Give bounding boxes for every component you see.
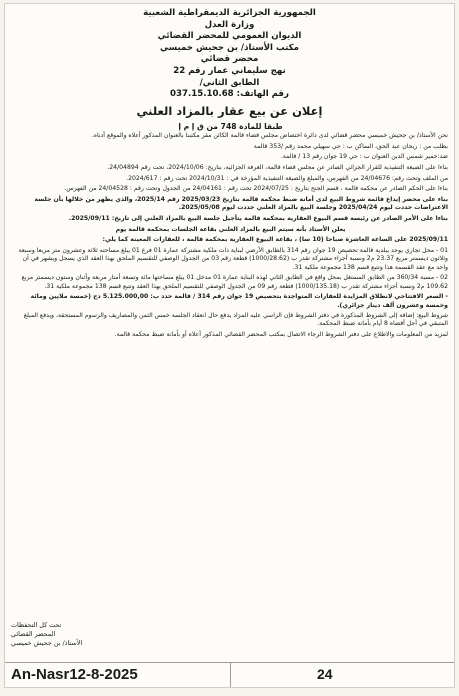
body-paragraph: بناءا على الحكم الصادر عن محكمة قالمة ، قسم الجنح بتاريخ : 2024/07/25 تحت رقم : 24/04161 من الجدول وتحت رقم : 24/04528 من الفهرس. [64, 185, 448, 193]
office-street: نهج سليماني عمار رقم 22 [173, 65, 286, 76]
announcement-body [5, 123, 454, 340]
announcement-page [4, 3, 455, 688]
republic-name: الجمهورية الجزائرية الديمقراطية الشعبية [143, 8, 316, 18]
body-paragraph: شروط البيع: إضافة إلى الشروط المذكورة في دفتر الشروط فإن الراسي عليه المزاد يدفع حال انعقاد الجلسة خمس الثمن والمصاريف والرسوم المستحقة، ويدفع المبلغ المتبقي في أجل أقصاه 8 أيام بأمانة ضبط المحكمة. [23, 312, 448, 328]
body-paragraph: بناءا على الأمر الصادر عن رئيسة قسم البيوع العقارية بمحكمة قالمة بتأجيل جلسة البيع بالمزاد العلني إلى تاريخ: 2025/09/11. [68, 214, 448, 222]
body-paragraph: بطلب من : ريحان عبد الحق، الساكن ب : حي سهيلي محمد رقم /353 قالمة [253, 142, 448, 150]
newspaper-edition: An-Nasr12-8-2025 [11, 666, 138, 683]
body-paragraph: 2025/09/11 على الساعة العاشرة صباحا (10 سا) ، بقاعة البيوع العقارية بمحكمة قالمة ، للعقارات المعينة كما يلي: [102, 236, 448, 244]
footer-divider [230, 663, 231, 687]
legal-reference: طبقا للمادة 748 من ق إ م إ [178, 121, 283, 131]
page-number: 24 [317, 666, 333, 682]
signature-reservation: تحت كل التحفظات [11, 621, 62, 629]
letterhead [5, 4, 454, 101]
office-floor: الطابق الثاني/ [199, 77, 260, 88]
signature-block [11, 621, 82, 648]
body-paragraph: ضد:خمير شمس الدين العنوان ب : حي 19 جوان رقم 13 / قالمة. [280, 153, 448, 161]
bailiff-title: محضر قضائي [200, 54, 259, 65]
body-paragraph: 01 - محل تجاري يوجد ببلدية قالمة تحصيص 19 جوان رقم 314 بالطابق الأرضي لبناية ذات ملكية مشتركة عمارة 01 فرع 01 يبلغ مساحته ثلاثة وعشرون متر مربعا وسبعة وثلاثون ديسمتر مربع 23.37 م2 ونسبة أجزاء مشتركة تقدر ب (1000/28.62) قطعة رقم 03 من الجدول الوصفي للتقسيم الملحق بهذا العقد الذي يسجل ويشهر في آن واحد مع عقد القسمة هذا وتتبع قسم 138 مجموعة ملكية 31. [18, 246, 448, 271]
ministry-name: وزارة العدل [204, 19, 255, 30]
body-paragraph: بناء على محضر إيداع قائمة شروط البيع لدى أمانة ضبط محكمة قالمة بتاريخ 2025/03/23 رقم 2025/14، والذي يظهر من خلالها بأن جلسة الاعتراضات حددت ليوم 2025/04/24 وجلسة البيع بالمزاد العلني حددت ليوم 2025/05/08. [34, 195, 448, 212]
page-footer [5, 662, 454, 687]
signature-name: الأستاذ/ بن جحيش خميسي [11, 639, 83, 647]
office-type: الديوان العمومي للمحضر القضائي [157, 31, 302, 42]
signature-role: المحضر القضائي [11, 630, 56, 638]
paragraph-list [13, 132, 448, 339]
body-paragraph: نحن الأستاذ/ بن جحيش خميسي محضر قضائي لدى دائرة اختصاص مجلس قضاء قالمة الكائن مقر مكتبنا بالعنوان المذكور أعلاه والموقع أدناه. [91, 132, 448, 140]
announcement-title: إعلان عن بيع عقار بالمزاد العلني [136, 103, 323, 118]
bailiff-office: مكتب الأستاذ/ بن جحيش خميسي [160, 42, 299, 53]
office-phone: رقم الهاتف: 037.15.10.68 [170, 89, 289, 100]
body-paragraph: من الملف وتحت رقم: 24/04676 من الفهرس، والمبلغ والصيغة التنفيذية المؤرخة في : 2024/10/31 تحت رقم : 2024/617. [126, 174, 448, 182]
body-paragraph: بناءا على الصيغة التنفيذية للقرار الجزائي الصادر عن مجلس قضاء قالمة، الغرفة الجزائية، بتاريخ: 2024/10/06، تحت رقم 24/04894. [107, 164, 448, 172]
body-paragraph: 02 - مسبة 360/34 من الطابق المستغل بمحل واقع في الطابق الثاني لهذه البناية عمارة 01 مدخل 01 يبلغ مساحتها مائة وتسعة أمتار مربعة وأثنان وستون ديسمتر مربع 109.62 م2 ونسبة أجزاء مشتركة تقدر ب (1000/135.18) قطعة رقم 09 من الجدول الوصفي للتقسيم الملحق بهذا العقد وتتبع قسم 138 مجموعة ملكية 31. [21, 274, 448, 290]
body-paragraph: - السعر الافتتاحي لانطلاق المزايدة للعقارات المتواجدة بتحصيص 19 جوان رقم 314 / قالمة حدد ب: 5.125.000,00 دج (خمسة ملايين ومائة وخمسة وعشرون ألف دينار جزائري). [30, 293, 448, 309]
body-paragraph: يعلن الأستاذ بأنه سيتم البيع بالمزاد العلني بقاعة الجلسات بمحكمة قالمة يوم [115, 225, 346, 233]
body-paragraph: لمزيد من المعلومات والاطلاع على دفتر الشروط الرجاء الاتصال بمكتب المحضر القضائي المذكور أعلاه أو بأمانة ضبط محكمة قالمة. [114, 331, 448, 339]
